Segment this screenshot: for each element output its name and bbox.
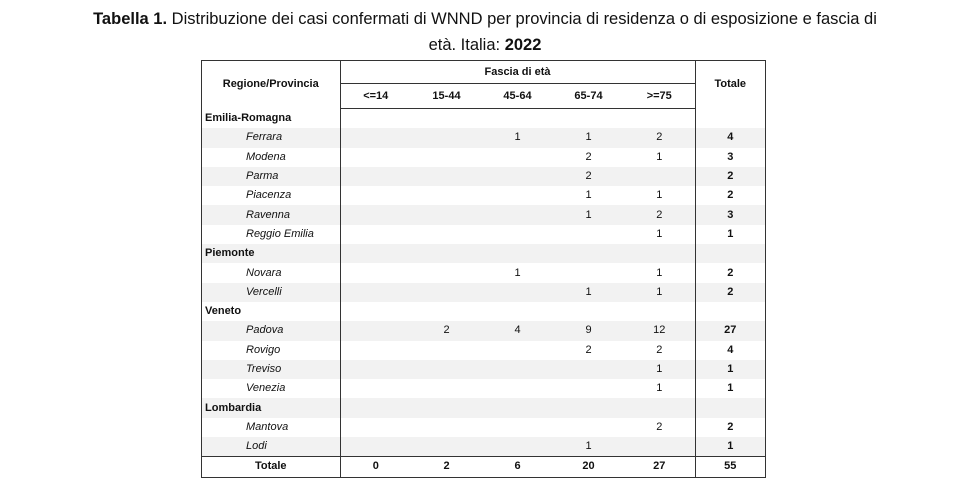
table-row [202, 128, 765, 147]
count-cell: 1 [514, 266, 521, 279]
table-caption [0, 6, 970, 58]
row-total: 3 [695, 148, 765, 167]
province-name: Novara [202, 263, 340, 282]
count-cell [411, 379, 482, 398]
count-cell [411, 360, 482, 379]
empty-cell [695, 109, 765, 129]
count-cell [482, 437, 553, 457]
count-cell [411, 437, 482, 457]
region-row [202, 398, 765, 417]
table-row [202, 263, 765, 282]
count-cell [482, 379, 553, 398]
table-row [202, 186, 765, 205]
count-cell: 1 [656, 189, 663, 202]
empty-cell [340, 302, 411, 321]
count-cell: 2 [553, 167, 624, 186]
empty-cell [482, 244, 553, 263]
empty-cell [482, 109, 553, 129]
count-cell [411, 225, 482, 244]
count-cell: 2 [624, 128, 695, 147]
caption-text-1: Distribuzione dei casi confermati di WNND per provincia di residenza o di esposizione e fascia di [171, 10, 877, 28]
count-cell [340, 360, 411, 379]
caption-line-1 [0, 6, 970, 32]
count-cell [411, 148, 482, 167]
row-total: 1 [695, 225, 765, 244]
count-cell [411, 186, 482, 205]
province-name: Ferrara [202, 128, 340, 147]
province-name: Rovigo [202, 341, 340, 360]
count-cell: 1 [553, 437, 624, 457]
row-total: 1 [695, 360, 765, 379]
count-cell: 1 [624, 283, 695, 302]
count-cell [340, 128, 411, 147]
grand-total: 55 [695, 457, 765, 477]
header-age-0: <=14 [340, 84, 411, 109]
province-name: Vercelli [202, 283, 340, 302]
empty-cell [340, 244, 411, 263]
count-cell [411, 283, 482, 302]
empty-cell [553, 109, 624, 129]
table-body [202, 109, 765, 477]
province-name: Mantova [202, 418, 340, 437]
count-cell [340, 205, 411, 224]
header-age-1: 15-44 [411, 84, 482, 109]
region-name: Lombardia [202, 398, 340, 417]
province-name: Parma [202, 167, 340, 186]
empty-cell [411, 109, 482, 129]
table-row [202, 360, 765, 379]
count-cell: 2 [585, 343, 592, 356]
totals-cell: 20 [553, 457, 624, 477]
row-total: 2 [695, 283, 765, 302]
count-cell: 1 [656, 150, 663, 163]
table-row [202, 341, 765, 360]
count-cell [482, 418, 553, 437]
count-cell: 2 [656, 420, 663, 433]
header-age-group: Fascia di età [340, 61, 695, 84]
region-name: Veneto [202, 302, 340, 321]
caption-text-2: età. Italia: [428, 36, 501, 54]
count-cell [340, 167, 411, 186]
count-cell [411, 263, 482, 282]
count-cell: 2 [624, 205, 695, 224]
header-age-2: 45-64 [482, 84, 553, 109]
count-cell [411, 418, 482, 437]
totals-row [202, 457, 765, 477]
province-name: Modena [202, 148, 340, 167]
count-cell: 1 [656, 382, 663, 395]
count-cell [624, 167, 695, 186]
count-cell [340, 225, 411, 244]
count-cell: 1 [624, 360, 695, 379]
row-total: 2 [695, 263, 765, 282]
count-cell [482, 225, 553, 244]
count-cell: 1 [656, 227, 663, 240]
count-cell: 2 [411, 321, 482, 340]
cases-table [202, 61, 765, 477]
totals-label: Totale [202, 457, 340, 477]
row-total: 2 [695, 167, 765, 186]
row-total: 1 [695, 437, 765, 457]
table-row [202, 321, 765, 340]
header-region: Regione/Provincia [202, 61, 340, 109]
caption-line-2 [0, 32, 970, 58]
caption-label: Tabella 1. [93, 10, 168, 28]
count-cell [482, 205, 553, 224]
row-total: 2 [695, 186, 765, 205]
table-row [202, 148, 765, 167]
empty-cell [411, 244, 482, 263]
count-cell [553, 225, 624, 244]
count-cell [482, 186, 553, 205]
province-name: Reggio Emilia [202, 225, 340, 244]
count-cell: 1 [482, 128, 553, 147]
row-total: 1 [695, 379, 765, 398]
table-row [202, 167, 765, 186]
count-cell: 9 [553, 321, 624, 340]
table-row [202, 379, 765, 398]
region-name: Emilia-Romagna [202, 109, 340, 129]
count-cell [340, 148, 411, 167]
header-age-4: >=75 [624, 84, 695, 109]
count-cell [482, 283, 553, 302]
count-cell [340, 379, 411, 398]
count-cell [340, 263, 411, 282]
empty-cell [624, 398, 695, 417]
totals-cell: 2 [411, 457, 482, 477]
count-cell [340, 321, 411, 340]
table-row [202, 225, 765, 244]
province-name: Venezia [202, 379, 340, 398]
empty-cell [482, 398, 553, 417]
row-total: 2 [695, 418, 765, 437]
totals-cell: 6 [482, 457, 553, 477]
table-row [202, 205, 765, 224]
province-name: Lodi [202, 437, 340, 457]
totals-cell: 27 [624, 457, 695, 477]
header-age-3: 65-74 [553, 84, 624, 109]
empty-cell [624, 109, 695, 129]
empty-cell [624, 244, 695, 263]
row-total: 3 [695, 205, 765, 224]
count-cell [340, 437, 411, 457]
count-cell: 12 [624, 321, 695, 340]
count-cell: 2 [585, 150, 592, 163]
count-cell [340, 418, 411, 437]
count-cell [553, 418, 624, 437]
count-cell [482, 167, 553, 186]
row-total: 4 [695, 128, 765, 147]
count-cell [411, 205, 482, 224]
empty-cell [553, 302, 624, 321]
count-cell [411, 341, 482, 360]
count-cell: 1 [553, 128, 624, 147]
province-name: Treviso [202, 360, 340, 379]
empty-cell [411, 302, 482, 321]
empty-cell [340, 109, 411, 129]
empty-cell [695, 302, 765, 321]
count-cell [553, 263, 624, 282]
row-total: 27 [695, 321, 765, 340]
count-cell [553, 360, 624, 379]
empty-cell [553, 398, 624, 417]
region-row [202, 109, 765, 129]
empty-cell [624, 302, 695, 321]
count-cell: 1 [656, 266, 663, 279]
table-row [202, 283, 765, 302]
region-row [202, 244, 765, 263]
empty-cell [411, 398, 482, 417]
count-cell: 4 [482, 321, 553, 340]
region-row [202, 302, 765, 321]
empty-cell [340, 398, 411, 417]
count-cell [482, 148, 553, 167]
count-cell: 1 [553, 283, 624, 302]
empty-cell [553, 244, 624, 263]
count-cell [553, 379, 624, 398]
count-cell: 1 [553, 205, 624, 224]
region-name: Piemonte [202, 244, 340, 263]
count-cell [411, 167, 482, 186]
province-name: Padova [202, 321, 340, 340]
count-cell [411, 128, 482, 147]
count-cell: 2 [656, 343, 663, 356]
count-cell: 1 [585, 189, 592, 202]
empty-cell [695, 398, 765, 417]
count-cell [482, 341, 553, 360]
count-cell [482, 360, 553, 379]
count-cell [340, 186, 411, 205]
empty-cell [482, 302, 553, 321]
table-row [202, 437, 765, 457]
count-cell [340, 341, 411, 360]
table-row [202, 418, 765, 437]
empty-cell [695, 244, 765, 263]
header-total: Totale [695, 61, 765, 109]
row-total: 4 [695, 341, 765, 360]
province-name: Ravenna [202, 205, 340, 224]
caption-year: 2022 [504, 36, 542, 54]
province-name: Piacenza [202, 186, 340, 205]
totals-cell: 0 [340, 457, 411, 477]
count-cell [624, 437, 695, 457]
count-cell [340, 283, 411, 302]
